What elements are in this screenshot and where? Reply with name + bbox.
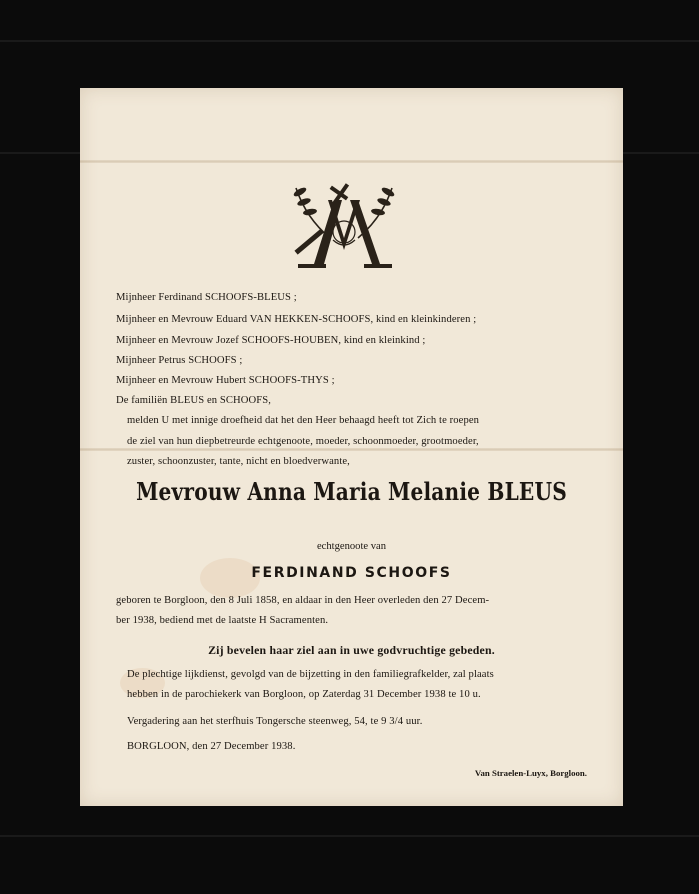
family-line: Mijnheer Petrus SCHOOFS ; bbox=[116, 355, 243, 366]
birth-death-line: geboren te Borgloon, den 8 Juli 1858, en aldaar in den Heer overleden den 27 Decem- bbox=[116, 595, 490, 606]
paper-fold-top bbox=[80, 160, 623, 163]
printer-credit: Van Straelen-Luyx, Borgloon. bbox=[474, 768, 587, 778]
spouse-label: echtgenoote van bbox=[316, 541, 387, 552]
birth-death-line: ber 1938, bediend met de laatste H Sacramenten. bbox=[116, 615, 329, 626]
deceased-name: Mevrouw Anna Maria Melanie BLEUS bbox=[136, 477, 567, 506]
obituary-card bbox=[80, 88, 623, 806]
announcement-line: zuster, schoonzuster, tante, nicht en bloedverwante, bbox=[127, 456, 350, 467]
service-line: De plechtige lijkdienst, gevolgd van de bijzetting in den familiegrafkelder, zal plaats bbox=[127, 669, 494, 680]
family-line: Mijnheer en Mevrouw Jozef SCHOOFS-HOUBEN, kind en kleinkind ; bbox=[116, 335, 426, 346]
prayer-request: Zij bevelen haar ziel aan in uwe godvruchtige gebeden. bbox=[208, 643, 495, 657]
spouse-name: FERDINAND SCHOOFS bbox=[251, 565, 452, 581]
paper-fold-middle bbox=[80, 448, 623, 451]
family-line: Mijnheer en Mevrouw Eduard VAN HEKKEN-SCHOOFS, kind en kleinkinderen ; bbox=[116, 314, 477, 325]
gathering-details: Vergadering aan het sterfhuis Tongersche steenweg, 54, te 9 3/4 uur. bbox=[127, 716, 423, 727]
place-date: BORGLOON, den 27 December 1938. bbox=[127, 741, 296, 752]
monogram-cross-wreath-icon bbox=[288, 180, 400, 272]
announcement-line: melden U met innige droefheid dat het den Heer behaagd heeft tot Zich te roepen bbox=[127, 415, 480, 426]
family-line: Mijnheer Ferdinand SCHOOFS-BLEUS ; bbox=[116, 292, 297, 303]
service-line: hebben in de parochiekerk van Borgloon, op Zaterdag 31 December 1938 te 10 u. bbox=[127, 689, 481, 700]
announcement-line: de ziel van hun diepbetreurde echtgenoote, moeder, schoonmoeder, grootmoeder, bbox=[127, 436, 479, 447]
family-line: De familiën BLEUS en SCHOOFS, bbox=[116, 395, 272, 406]
family-line: Mijnheer en Mevrouw Hubert SCHOOFS-THYS ; bbox=[116, 375, 335, 386]
